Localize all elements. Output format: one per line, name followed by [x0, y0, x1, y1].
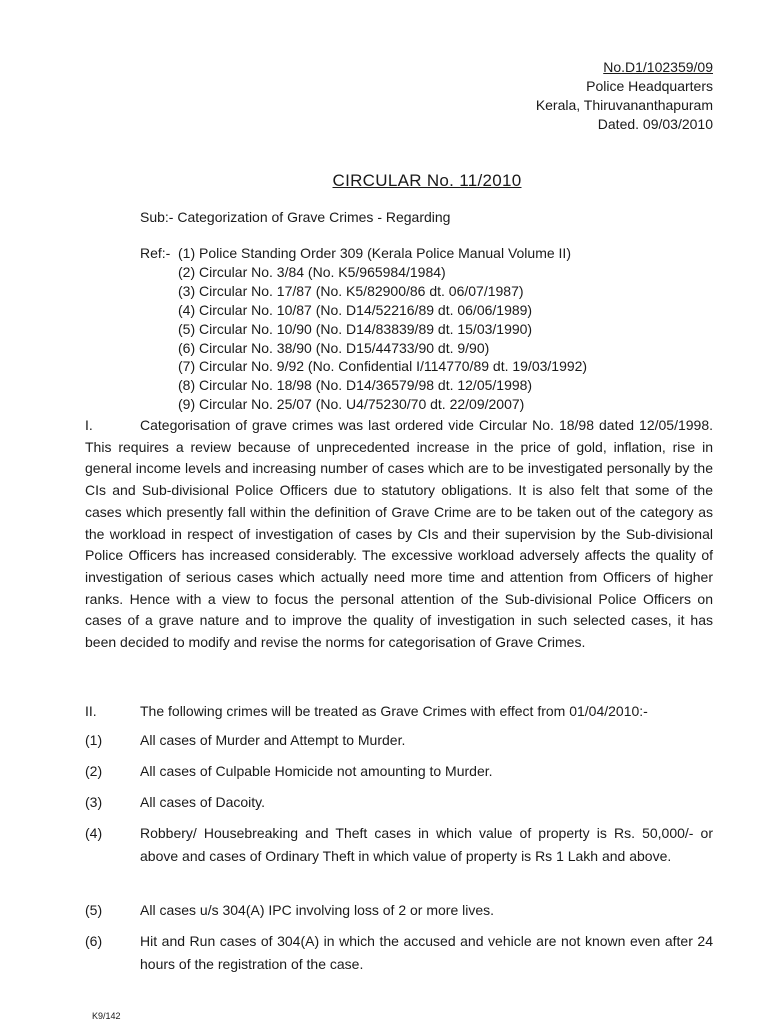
list-item-number: (4)	[85, 825, 103, 841]
reference-item: (7) Circular No. 9/92 (No. Confidential I/114770/89 dt. 19/03/1992)	[178, 358, 588, 375]
list-item-text: All cases of Dacoity.	[140, 794, 266, 810]
header-block	[536, 58, 713, 134]
list-item	[85, 822, 713, 868]
circular-title: CIRCULAR No. 11/2010	[332, 171, 522, 190]
list-item	[85, 899, 713, 922]
list-item-number: (1)	[85, 732, 103, 748]
list-item-text: All cases of Murder and Attempt to Murder.	[140, 732, 406, 748]
list-item-text: Robbery/ Housebreaking and Theft cases in which value of property is Rs. 50,000/- or above and cases of Ordinary Theft in which value of property is Rs 1 Lakh and above.	[140, 825, 713, 864]
references-block	[140, 244, 587, 414]
reference-item: (6) Circular No. 38/90 (No. D15/44733/90 dt. 9/90)	[178, 339, 490, 356]
circular-date: Dated. 09/03/2010	[597, 116, 713, 132]
list-item	[85, 791, 713, 814]
list-item	[85, 729, 713, 752]
office-name: Police Headquarters	[586, 78, 713, 94]
reference-item: (5) Circular No. 10/90 (No. D14/83839/89 dt. 15/03/1990)	[178, 320, 533, 337]
section-2-number: II.	[85, 703, 97, 719]
references-label: Ref:-	[140, 245, 171, 261]
list-item-text: All cases u/s 304(A) IPC involving loss of 2 or more lives.	[140, 902, 495, 918]
reference-item: (8) Circular No. 18/98 (No. D14/36579/98 dt. 12/05/1998)	[178, 377, 533, 394]
reference-item: Ref:- (1) Police Standing Order 309 (Kerala Police Manual Volume II)	[140, 245, 571, 261]
list-item-number: (3)	[85, 794, 103, 810]
list-item	[85, 760, 713, 783]
section-2-text: The following crimes will be treated as Grave Crimes with effect from 01/04/2010:-	[140, 703, 648, 719]
list-item-number: (2)	[85, 763, 103, 779]
reference-item: (9) Circular No. 25/07 (No. U4/75230/70 dt. 22/09/2007)	[178, 396, 525, 413]
section-2-intro	[85, 700, 713, 723]
section-1-number: I.	[85, 417, 93, 433]
section-1-paragraph	[85, 415, 713, 654]
reference-item: (4) Circular No. 10/87 (No. D14/52216/89 dt. 06/06/1989)	[178, 301, 533, 318]
list-item	[85, 930, 713, 976]
office-location: Kerala, Thiruvananthapuram	[535, 97, 713, 113]
section-1-text: Categorisation of grave crimes was last ordered vide Circular No. 18/98 dated 12/05/1998. This requires a review because of unprecedented increase in the price of gold, inflation, rise in general income levels and increasing number of cases which are to be investigated personally by the CIs and Sub-divisional Police Officers due to statutory obligations. It is also felt that some of the cases which presently fall within the definition of Grave Crime are to be taken out of the category as the workload in respect of investigation of cases by CIs and their supervision by the Sub-divisional Police Officers has increased considerably. The excessive workload adversely affects the quality of investigation of serious cases which actually need more time and attention from Officers of higher ranks. Hence with a view to focus the personal attention of the Sub-divisional Police Officers on cases of a grave nature and to improve the quality of investigation in such selected cases, it has been decided to modify and revise the norms for categorisation of Grave Crimes.	[85, 417, 713, 651]
subject-line: Sub:- Categorization of Grave Crimes - Regarding	[140, 209, 451, 225]
reference-item: (3) Circular No. 17/87 (No. K5/82900/86 dt. 06/07/1987)	[178, 282, 524, 299]
reference-item: (2) Circular No. 3/84 (No. K5/965984/1984)	[178, 263, 446, 280]
page-footer-code: K9/142	[92, 1011, 121, 1021]
reference-number: No.D1/102359/09	[603, 59, 713, 75]
list-item-number: (6)	[85, 933, 103, 949]
list-item-number: (5)	[85, 902, 103, 918]
circular-title-wrap	[0, 171, 768, 191]
list-item-text: All cases of Culpable Homicide not amounting to Murder.	[140, 763, 493, 779]
list-item-text: Hit and Run cases of 304(A) in which the accused and vehicle are not known even after 24 hours of the registration of the case.	[140, 933, 713, 972]
